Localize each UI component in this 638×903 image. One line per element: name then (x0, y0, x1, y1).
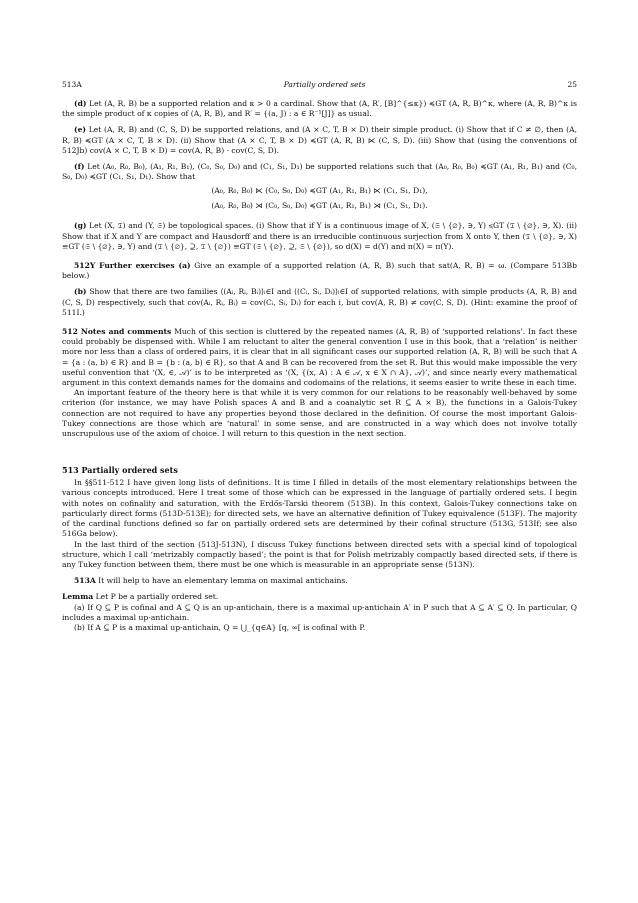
further-exercises-a: 512Y Further exercises (a) Give an example of a supported relation (A, R, B) such that sat(A, R, B) = ω. (Compare 513Bb below.) (62, 261, 577, 281)
section-intro-2: In the last third of the section (513J-513N), I discuss Tukey functions between directed sets with a special kind of topological structure, which I call ‘metrizably compactly based’; the point is that for Polish metrizably compactly based directed sets, if there is any Tukey function between them, there must be one which is measurable in an appropriate sense (513N). (62, 539, 577, 569)
page (62, 80, 577, 633)
header-title: Partially ordered sets (283, 80, 366, 89)
display-formula-2: (A₀, R₀, B₀) ⋊ (C₀, S₀, D₀) ≼GT (A₁, R₁, B₁) ⋊ (C₁, S₁, D₁). (211, 201, 428, 211)
subsection-513A: 513A It will help to have an elementary lemma on maximal antichains. (74, 576, 348, 586)
exercise-f: (f) Let (A₀, R₀, B₀), (A₁, R₁, B₁), (C₀, S₀, D₀) and (C₁, S₁, D₁) be supported relations such that (A₀, R₀, B₀) ≼GT (A₁, R₁, B₁) and (C₀, S₀, D₀) ≼GT (C₁, S₁, D₁). Show that (62, 162, 578, 182)
notes-paragraph-2: An important feature of the theory here is that while it is very common for our relations to be reasonably well-behaved by some criterion (for instance, we may have Polish spaces A and B and a coanalytic set R ⊆ A × B), the functions in a Galois-Tukey connection are not required to have any properties beyond those declared in the definition. Of course the most important Galois-Tukey connections are those which are ‘natural’ in some sense, and are constructed in a way which does not involve totally unscrupulous use of the axiom of choice. I will return to this question in the next section. (62, 388, 577, 439)
running-header (62, 80, 577, 89)
header-page-number: 25 (567, 80, 577, 89)
section-heading: 513 Partially ordered sets (62, 465, 178, 476)
notes-paragraph-1: 512 Notes and comments Much of this section is cluttered by the repeated names (A, R, B) of ‘supported relations’. In fact these could probably be dispensed with. While I am reluctant to alter the general convention I use in this book, that a ‘relation’ is neither more nor less than a class of ordered pairs, it is clear that in all significant cases our supported relation (A, R, B) will be such that A = {a : (a, b) ∈ R} and B = {b : (a, b) ∈ R}, so that A and B can be recovered from the set R. But this would make impossible the very useful convention that ‘(X, ∈, 𝒜)’ is to be interpreted as ‘(X, {(x, A) : A ∈ 𝒜, x ∈ X ∩ A}, 𝒜)’, and since nearly every mathematical argument in this context demands names for the domains and codomains of the relations, it seems easier to write these in each time. (62, 327, 577, 388)
lemma-statement: Lemma Let P be a partially ordered set. (62, 592, 219, 602)
exercise-g: (g) Let (X, 𝔗) and (Y, 𝔖) be topological spaces. (i) Show that if Y is a continuous image of X, (𝔖 \ {∅}, ∋, Y) ≼GT (𝔗 \ {∅}, ∋, X). (ii) Show that if X and Y are compact and Hausdorff and there is an irreducible continuous surjection from X onto Y, then (𝔗 \ {∅}, ∋, X) ≡GT (𝔖 \ {∅}, ∋, Y) and (𝔗 \ {∅}, ⊇, 𝔗 \ {∅}) ≡GT (𝔖 \ {∅}, ⊇, 𝔖 \ {∅}), so d(X) = d(Y) and π(X) = π(Y). (62, 221, 577, 251)
section-intro-1: In §§511-512 I have given long lists of definitions. It is time I filled in details of the most elementary relationships between the various concepts introduced. Here I treat some of those which can be expressed in the language of partially ordered sets. I begin with notes on cofinality and saturation, with the Erdős-Tarski theorem (513B). In this context, Galois-Tukey connections take on particularly direct forms (513D-513E); for directed sets, we have an alternative definition of Tukey equivalence (513F). The majority of the cardinal functions defined so far on partially ordered sets are determined by their cofinal structure (513G, 513If; see also 516Ga below). (62, 478, 577, 539)
header-section-number: 513A (62, 80, 82, 89)
display-formula-1: (A₀, R₀, B₀) ⋉ (C₀, S₀, D₀) ≼GT (A₁, R₁, B₁) ⋉ (C₁, S₁, D₁), (211, 186, 428, 196)
exercise-d: (d) Let (A, R, B) be a supported relation and κ > 0 a cardinal. Show that (A, R′, [B]^{≤κ}) ≼GT (A, R, B)^κ, where (A, R, B)^κ is the simple product of κ copies of (A, R, B), and R′ = {(a, J) : a ∈ R⁻¹[J]} as usual. (62, 99, 577, 119)
exercise-e: (e) Let (A, R, B) and (C, S, D) be supported relations, and (A × C, T, B × D) their simple product. (i) Show that if C ≠ ∅, then (A, R, B) ≼GT (A × C, T, B × D). (ii) Show that (A × C, T, B × D) ≼GT (A, R, B) ⋉ (C, S, D). (iii) Show that (using the conventions of 512Jb) cov(A × C, T, B × D) = cov(A, R, B) · cov(C, S, D). (62, 125, 577, 155)
lemma-part-a: (a) If Q ⊆ P is cofinal and A ⊆ Q is an up-antichain, there is a maximal up-antichain A′ in P such that A ⊆ A′ ⊆ Q. In particular, Q includes a maximal up-antichain. (62, 602, 577, 622)
further-exercises-b: (b) Show that there are two families ⟨(Aᵢ, Rᵢ, Bᵢ)⟩ᵢ∈I and ⟨(Cᵢ, Sᵢ, Dᵢ)⟩ᵢ∈I of supported relations, with simple products (A, R, B) and (C, S, D) respectively, such that cov(Aᵢ, Rᵢ, Bᵢ) = cov(Cᵢ, Sᵢ, Dᵢ) for each i, but cov(A, R, B) ≠ cov(C, S, D). (Hint: examine the proof of 511I.) (62, 287, 577, 317)
lemma-part-b: (b) If A ⊆ P is a maximal up-antichain, Q = ⋃_{q∈A} [q, ∞[ is cofinal with P. (74, 622, 366, 632)
